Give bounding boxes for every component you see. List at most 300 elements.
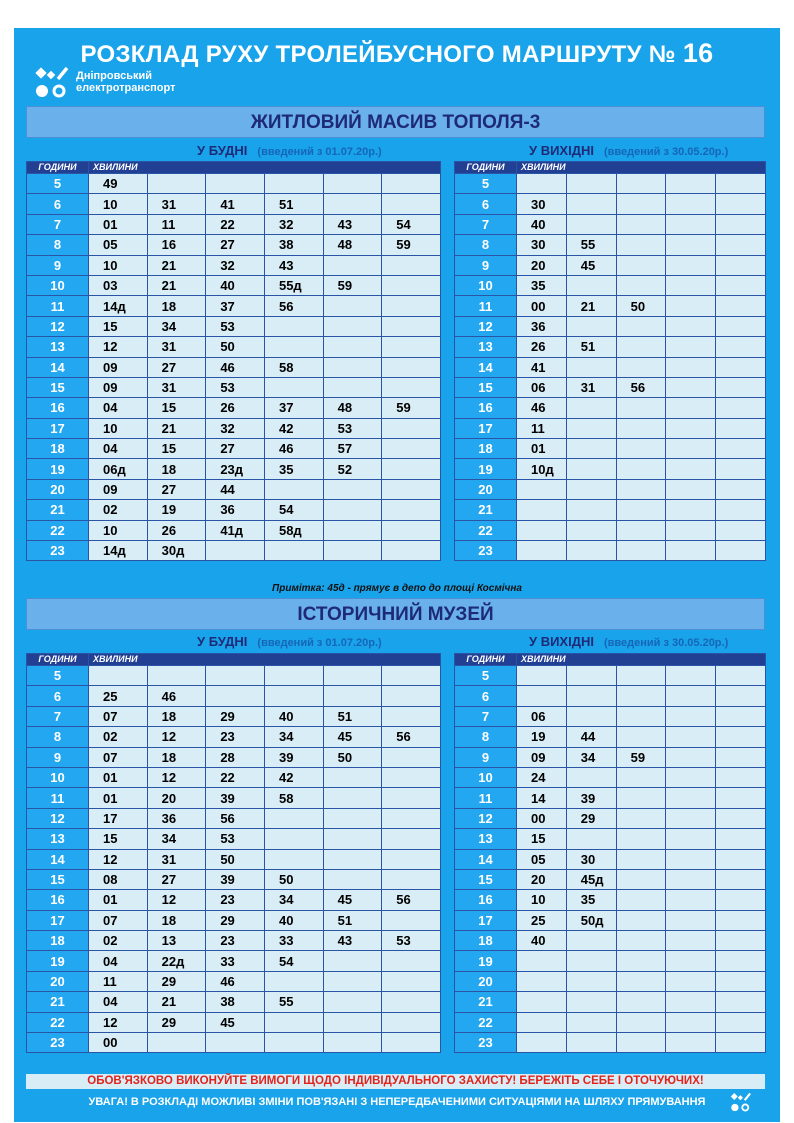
minute-cell [147,1033,206,1053]
table-row [455,520,766,540]
minute-cell [666,235,716,255]
minute-cell [616,890,666,910]
minute-cell [382,275,441,295]
minute-cell: 18 [147,706,206,726]
minute-cell: 42 [264,767,323,787]
table-row [27,666,441,686]
minute-cell [716,931,766,951]
minute-cell [716,439,766,459]
minute-cell [323,686,382,706]
minute-cell [666,214,716,234]
minute-cell: 51 [264,194,323,214]
small-logo-icon [730,1092,752,1112]
minute-cell: 14д [89,541,148,561]
minute-cell [616,1012,666,1032]
minute-cell: 10 [517,890,567,910]
minute-cell [716,992,766,1012]
stop-title: ІСТОРИЧНИЙ МУЗЕЙ [26,598,765,630]
minute-cell [517,686,567,706]
minute-cell [517,174,567,194]
table-row [455,357,766,377]
minute-cell [566,971,616,991]
minute-cell: 09 [89,357,148,377]
minute-cell [616,255,666,275]
minute-cell: 59 [382,398,441,418]
weekend-label: У ВИХІДНІ [529,634,594,649]
table-row [455,439,766,459]
minute-cell [716,767,766,787]
minute-cell [716,174,766,194]
weekday-timetable [26,161,441,561]
logo-line-2: електротранспорт [76,82,176,94]
minute-cell [382,337,441,357]
minute-cell [666,520,716,540]
table-row [27,808,441,828]
hour-cell: 10 [27,767,89,787]
minute-cell [666,296,716,316]
hour-cell: 8 [455,235,517,255]
minute-cell: 30 [566,849,616,869]
minute-cell: 23 [206,727,265,747]
minute-cell: 12 [89,849,148,869]
minute-cell [323,337,382,357]
minute-cell [382,992,441,1012]
minute-cell: 31 [147,194,206,214]
hour-cell: 8 [27,235,89,255]
table-row [27,296,441,316]
minute-cell: 07 [89,910,148,930]
minute-cell [716,951,766,971]
minute-cell: 09 [89,479,148,499]
minute-cell [616,439,666,459]
weekend-label: У ВИХІДНІ [529,143,594,158]
minute-cell: 48 [323,398,382,418]
minute-cell: 15 [89,829,148,849]
minute-cell: 37 [264,398,323,418]
minute-cell [716,1012,766,1032]
minute-cell: 39 [206,788,265,808]
hour-cell: 20 [27,971,89,991]
minute-cell: 07 [89,706,148,726]
minute-cell [323,971,382,991]
minute-cell [323,296,382,316]
minute-cell [566,1033,616,1053]
minute-cell: 27 [206,439,265,459]
minute-cell [566,439,616,459]
minute-cell: 19 [517,727,567,747]
minute-cell: 20 [517,255,567,275]
minute-cell: 54 [264,500,323,520]
minute-cell: 10 [89,255,148,275]
minute-cell: 15 [517,829,567,849]
minute-cell: 58д [264,520,323,540]
minute-cell: 55 [566,235,616,255]
minute-cell: 32 [206,418,265,438]
hour-cell: 18 [455,439,517,459]
table-row [455,788,766,808]
minute-cell [264,479,323,499]
minute-cell [382,910,441,930]
minute-cell: 02 [89,500,148,520]
column-header-row [455,654,766,666]
minute-cell: 41д [206,520,265,540]
minute-cell [206,1033,265,1053]
hour-cell: 9 [455,255,517,275]
minute-cell: 31 [147,849,206,869]
minute-cell [616,788,666,808]
minute-cell [323,377,382,397]
minute-cell [566,194,616,214]
table-row [455,418,766,438]
dnipro-electrotrans-logo-icon [34,66,70,98]
hour-cell: 14 [27,849,89,869]
minute-cell [666,788,716,808]
minute-cell [264,849,323,869]
minute-cell: 55 [264,992,323,1012]
hour-cell: 15 [27,377,89,397]
minute-cell [382,767,441,787]
minute-cell: 38 [264,235,323,255]
minute-cell: 40 [264,910,323,930]
minute-cell: 46 [147,686,206,706]
minute-cell: 01 [89,214,148,234]
minute-cell: 05 [517,849,567,869]
minute-cell [517,541,567,561]
minute-cell: 21 [566,296,616,316]
minute-cell: 12 [147,767,206,787]
minute-cell: 33 [264,931,323,951]
minute-cell [716,788,766,808]
minute-cell [206,666,265,686]
minute-cell [666,1033,716,1053]
minute-cell [264,377,323,397]
minute-cell [323,479,382,499]
minute-cell [716,808,766,828]
hour-cell: 6 [455,194,517,214]
minute-cell [716,337,766,357]
minute-cell: 43 [323,214,382,234]
minute-cell [666,377,716,397]
minute-cell [716,541,766,561]
minute-cell: 29 [206,706,265,726]
minute-cell [323,788,382,808]
minute-cell [716,316,766,336]
minute-cell: 12 [147,890,206,910]
minute-cell: 25 [89,686,148,706]
minute-cell: 46 [206,357,265,377]
hour-cell: 17 [455,418,517,438]
table-row [455,255,766,275]
hour-cell: 16 [27,398,89,418]
minute-cell: 41 [517,357,567,377]
hours-column-header: ГОДИНИ [455,654,517,666]
minute-cell: 54 [264,951,323,971]
minute-cell: 01 [89,788,148,808]
minute-cell [323,357,382,377]
table-row [455,686,766,706]
logo-text [76,70,175,94]
table-row [27,439,441,459]
minute-cell: 42 [264,418,323,438]
minute-cell [323,255,382,275]
minute-cell [382,1012,441,1032]
minute-cell: 00 [517,296,567,316]
minute-cell: 18 [147,459,206,479]
hour-cell: 15 [455,869,517,889]
minute-cell [616,418,666,438]
table-row [455,316,766,336]
minute-cell: 29 [566,808,616,828]
hour-cell: 16 [455,398,517,418]
minute-cell: 11 [147,214,206,234]
table-row [455,767,766,787]
minute-cell [382,829,441,849]
minute-cell [566,706,616,726]
minute-cell [323,808,382,828]
table-row [455,275,766,295]
minute-cell [716,275,766,295]
table-row [455,500,766,520]
minute-cell [566,1012,616,1032]
minute-cell: 21 [147,418,206,438]
minute-cell [323,869,382,889]
minute-cell: 13 [147,931,206,951]
minute-cell [566,931,616,951]
minute-cell [517,500,567,520]
minute-cell: 27 [147,869,206,889]
minute-cell [323,174,382,194]
minute-cell: 02 [89,727,148,747]
minute-cell [666,174,716,194]
hours-column-header: ГОДИНИ [27,654,89,666]
table-row [27,910,441,930]
minute-cell [147,174,206,194]
minute-cell [716,666,766,686]
minute-cell: 26 [147,520,206,540]
table-row [27,235,441,255]
hour-cell: 6 [455,686,517,706]
minute-cell [666,747,716,767]
minute-cell: 46 [517,398,567,418]
minute-cell: 40 [517,214,567,234]
table-row [27,418,441,438]
minute-cell: 18 [147,296,206,316]
minute-cell [566,541,616,561]
minute-cell [323,666,382,686]
hour-cell: 22 [455,1012,517,1032]
hour-cell: 14 [27,357,89,377]
minute-cell: 54 [382,214,441,234]
hour-cell: 22 [455,520,517,540]
minutes-column-header: ХВИЛИНИ [89,654,441,666]
minute-cell: 50 [206,849,265,869]
logo-line-1: Дніпровський [76,70,153,82]
minute-cell [666,1012,716,1032]
footer-notice: УВАГА! В РОЗКЛАДІ МОЖЛИВІ ЗМІНИ ПОВ'ЯЗАНІ З НЕПЕРЕДБАЧЕНИМИ СИТУАЦІЯМИ НА ШЛЯХУ ПРЯМУВАННЯ [88,1096,706,1108]
minute-cell: 04 [89,992,148,1012]
weekday-since: (введений з 01.07.20р.) [257,146,382,158]
hour-cell: 18 [27,931,89,951]
minute-cell [264,337,323,357]
minute-cell [382,686,441,706]
minute-cell [566,357,616,377]
minute-cell: 22 [206,214,265,234]
minute-cell: 14д [89,296,148,316]
weekday-header [197,634,382,650]
minute-cell [566,829,616,849]
hour-cell: 12 [27,316,89,336]
minute-cell [517,992,567,1012]
minute-cell [666,541,716,561]
minute-cell: 56 [206,808,265,828]
minute-cell: 26 [517,337,567,357]
minute-cell [382,849,441,869]
hour-cell: 19 [27,459,89,479]
minute-cell [382,520,441,540]
table-row [27,890,441,910]
minute-cell [616,520,666,540]
minute-cell: 08 [89,869,148,889]
minute-cell [716,971,766,991]
minute-cell [382,971,441,991]
minute-cell [517,666,567,686]
minute-cell [666,275,716,295]
hour-cell: 9 [27,747,89,767]
table-row [455,992,766,1012]
table-row [27,686,441,706]
minute-cell: 45 [566,255,616,275]
minute-cell: 52 [323,459,382,479]
table-row [455,1012,766,1032]
minute-cell: 43 [264,255,323,275]
table-row [455,931,766,951]
minute-cell: 21 [147,992,206,1012]
minute-cell [566,459,616,479]
hour-cell: 19 [27,951,89,971]
hour-cell: 12 [27,808,89,828]
minute-cell [616,214,666,234]
hour-cell: 7 [27,214,89,234]
table-row [27,520,441,540]
table-row [27,194,441,214]
table-row [455,377,766,397]
table-row [455,194,766,214]
minute-cell: 51 [323,706,382,726]
minute-cell [666,459,716,479]
minute-cell [382,296,441,316]
minute-cell [616,910,666,930]
minute-cell [666,869,716,889]
minute-cell [666,931,716,951]
minute-cell [264,686,323,706]
minute-cell: 55д [264,275,323,295]
hour-cell: 10 [455,767,517,787]
minute-cell: 27 [147,357,206,377]
table-row [455,747,766,767]
minute-cell: 21 [147,275,206,295]
minute-cell: 45 [323,727,382,747]
minute-cell: 53 [206,377,265,397]
minute-cell: 01 [89,890,148,910]
minute-cell: 43 [323,931,382,951]
minute-cell [616,316,666,336]
hour-cell: 19 [455,951,517,971]
minute-cell [206,541,265,561]
hour-cell: 6 [27,686,89,706]
minute-cell [323,992,382,1012]
minute-cell: 30 [517,194,567,214]
minute-cell: 29 [147,1012,206,1032]
minute-cell: 44 [206,479,265,499]
table-row [27,706,441,726]
minute-cell [382,174,441,194]
minute-cell: 31 [147,377,206,397]
hour-cell: 9 [455,747,517,767]
minute-cell: 51 [323,910,382,930]
minute-cell: 01 [89,767,148,787]
minute-cell: 10 [89,418,148,438]
minute-cell [616,235,666,255]
minute-cell: 27 [147,479,206,499]
minute-cell [89,666,148,686]
minute-cell [382,194,441,214]
hour-cell: 19 [455,459,517,479]
hour-cell: 5 [27,666,89,686]
hour-cell: 5 [455,174,517,194]
minute-cell: 07 [89,747,148,767]
hour-cell: 12 [455,316,517,336]
weekday-label: У БУДНІ [197,143,248,158]
table-row [455,910,766,930]
weekday-header [197,143,382,159]
minute-cell: 46 [206,971,265,991]
minute-cell: 18 [147,910,206,930]
minute-cell: 56 [382,727,441,747]
table-row [27,337,441,357]
minute-cell [566,479,616,499]
minute-cell [382,500,441,520]
minute-cell [616,337,666,357]
minute-cell: 12 [147,727,206,747]
minute-cell: 06 [517,706,567,726]
table-row [27,747,441,767]
minute-cell [566,174,616,194]
minute-cell: 29 [147,971,206,991]
minute-cell [616,357,666,377]
stop-title: ЖИТЛОВИЙ МАСИВ ТОПОЛЯ-3 [26,106,765,138]
minute-cell: 10 [89,520,148,540]
minute-cell: 50 [323,747,382,767]
minute-cell: 48 [323,235,382,255]
minute-cell: 39 [264,747,323,767]
hour-cell: 7 [455,214,517,234]
minute-cell [323,951,382,971]
minute-cell: 59 [382,235,441,255]
table-row [27,931,441,951]
minute-cell: 04 [89,439,148,459]
minute-cell: 06 [517,377,567,397]
hour-cell: 5 [27,174,89,194]
minute-cell: 23д [206,459,265,479]
minute-cell: 22д [147,951,206,971]
minute-cell: 40 [517,931,567,951]
minute-cell [264,829,323,849]
table-row [27,357,441,377]
minute-cell [382,316,441,336]
minute-cell: 37 [206,296,265,316]
minute-cell: 34 [264,727,323,747]
minute-cell [666,727,716,747]
